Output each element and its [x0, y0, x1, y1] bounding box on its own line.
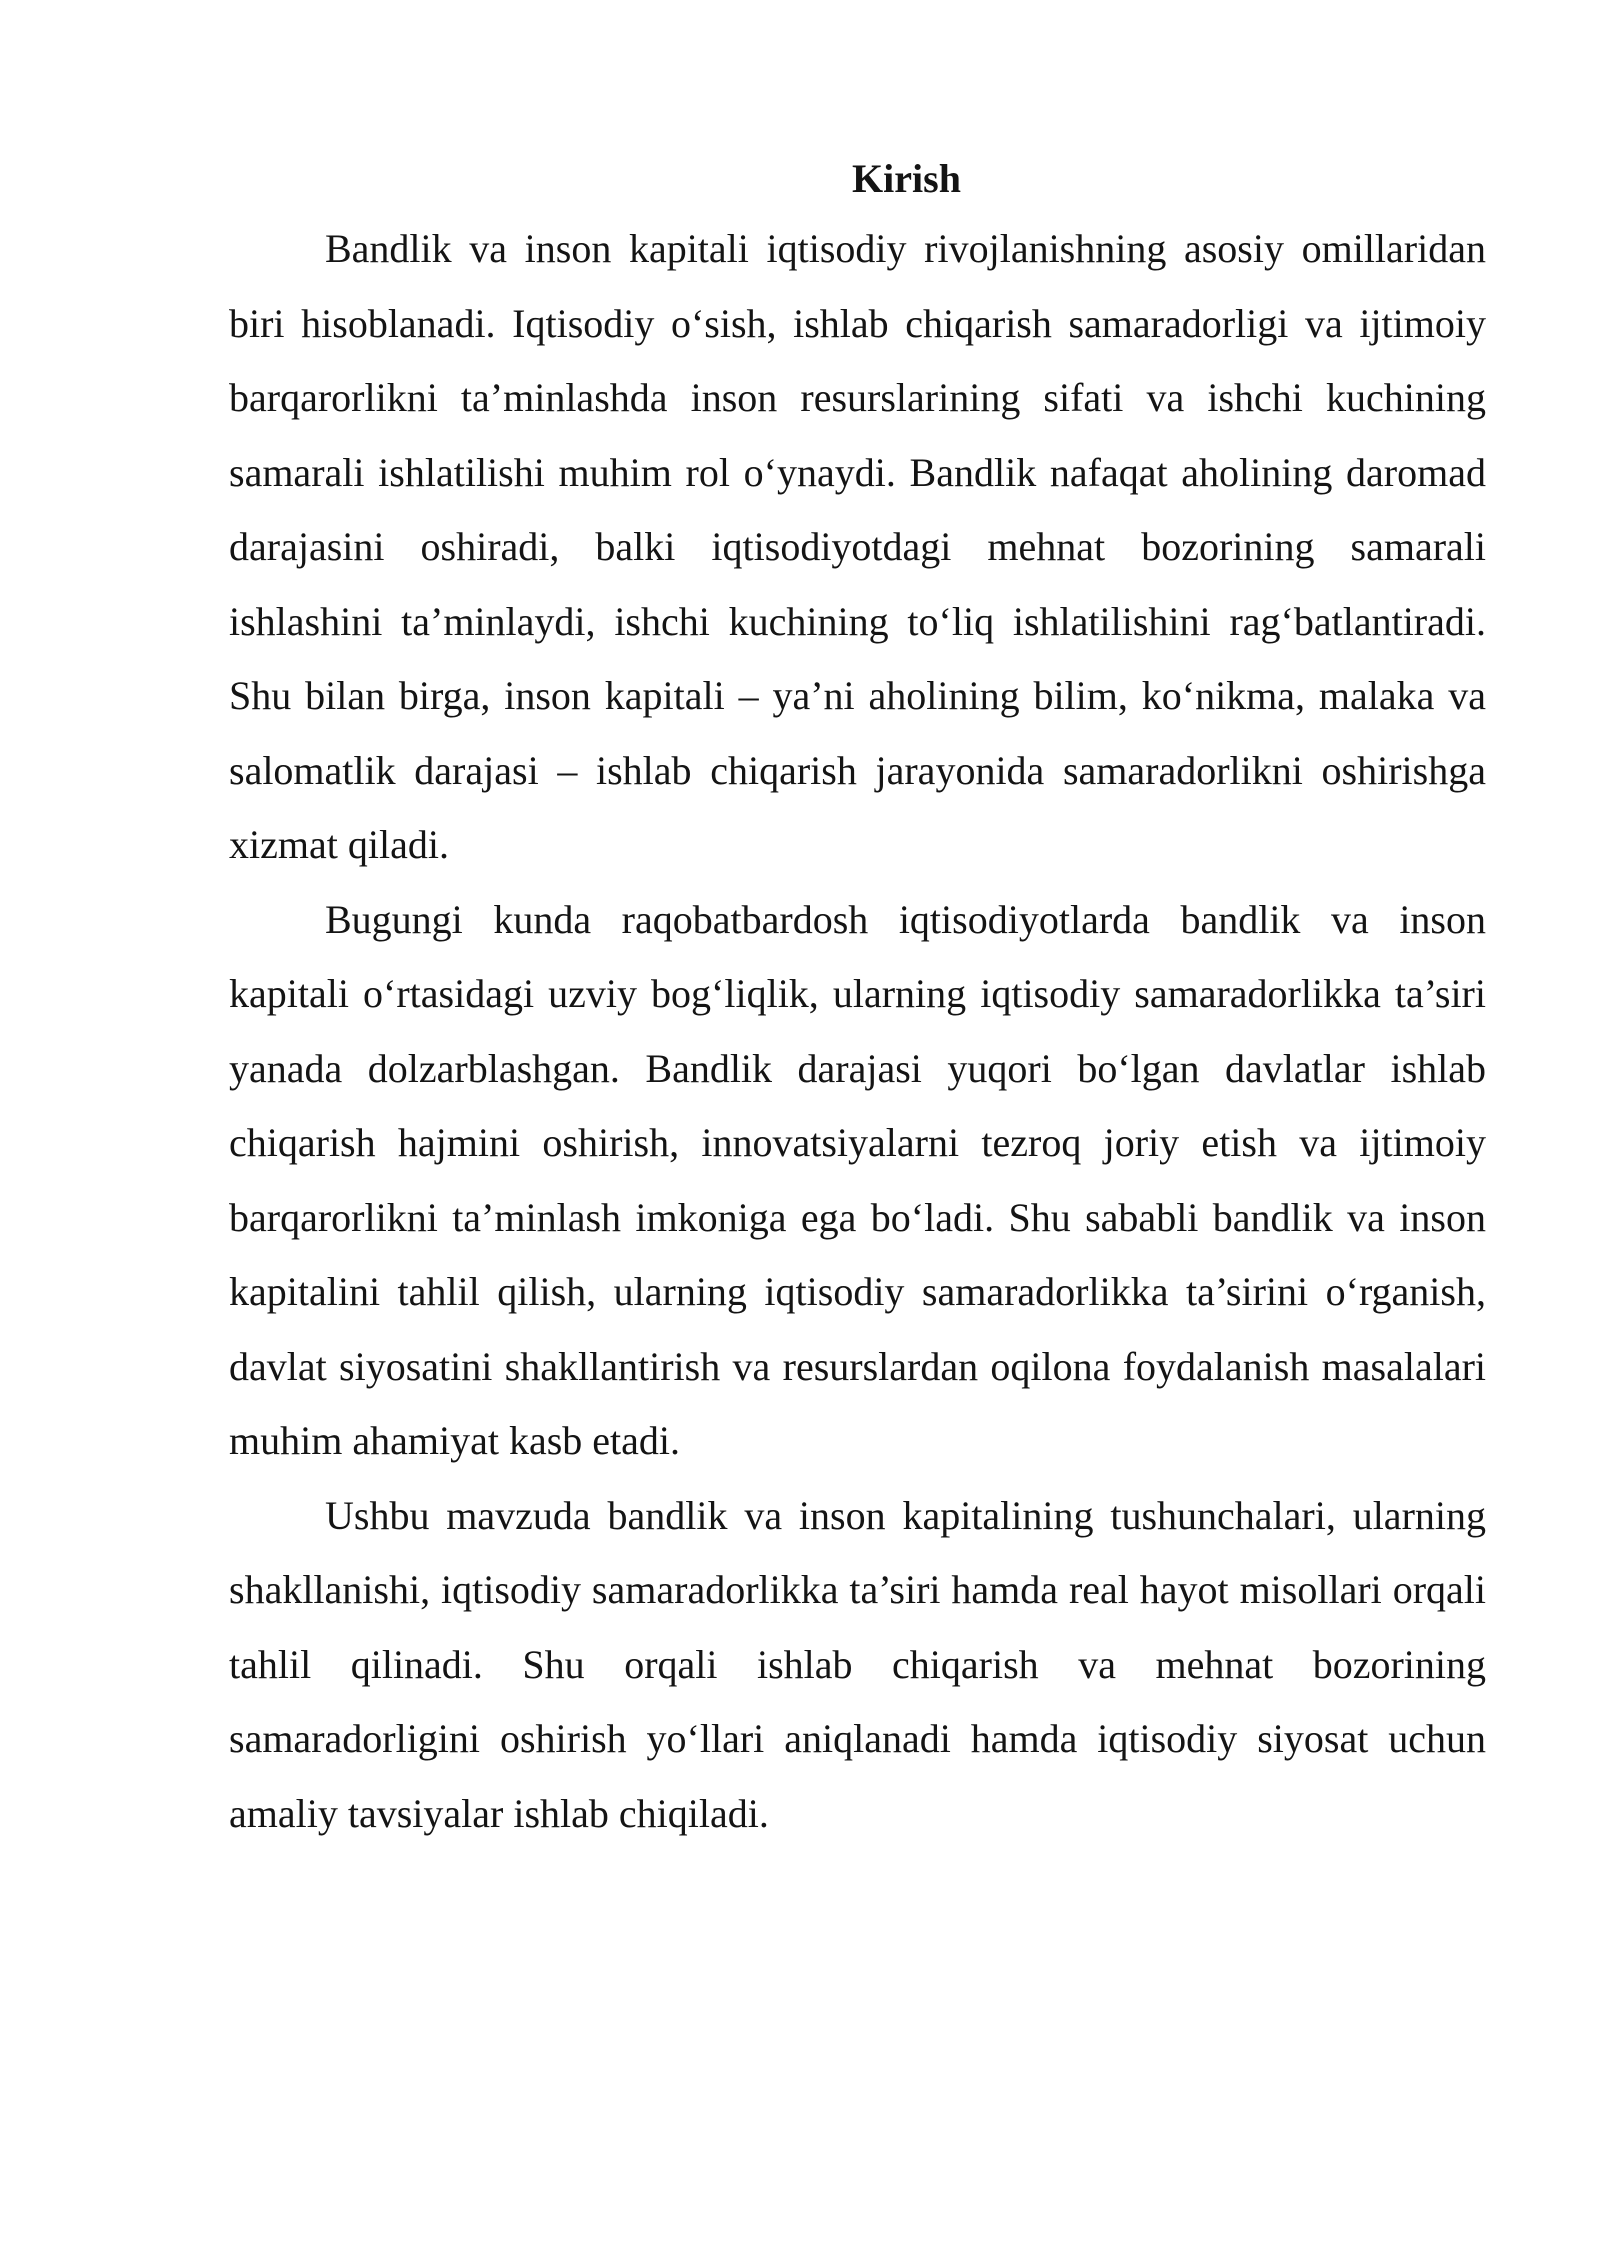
- page-title: Kirish: [852, 156, 961, 201]
- paragraph-1: Bandlik va inson kapitali iqtisodiy rivojlanishning asosiy omillaridan biri hisoblanadi. Iqtisodiy o‘sish, ishlab chiqarish samaradorligi va ijtimoiy barqarorlikni ta’minlashda inson resurslarining sifati va ishchi kuchining samarali ishlatilishi muhim rol o‘ynaydi. Bandlik nafaqat aholining daromad darajasini oshiradi, balki iqtisodiyotdagi mehnat bozorining samarali ishlashini ta’minlaydi, ishchi kuchining to‘liq ishlatilishini rag‘batlantiradi. Shu bilan birga, inson kapitali – ya’ni aholining bilim, ko‘nikma, malaka va salomatlik darajasi – ishlab chiqarish jarayonida samaradorlikni oshirishga xizmat qiladi.: [229, 226, 1486, 867]
- paragraph-2: Bugungi kunda raqobatbardosh iqtisodiyotlarda bandlik va inson kapitali o‘rtasidagi uzviy bog‘liqlik, ularning iqtisodiy samaradorlikka ta’siri yanada dolzarblashgan. Bandlik darajasi yuqori bo‘lgan davlatlar ishlab chiqarish hajmini oshirish, innovatsiyalarni tezroq joriy etish va ijtimoiy barqarorlikni ta’minlash imkoniga ega bo‘ladi. Shu sababli bandlik va inson kapitalini tahlil qilish, ularning iqtisodiy samaradorlikka ta’sirini o‘rganish, davlat siyosatini shakllantirish va resurslardan oqilona foydalanish masalalari muhim ahamiyat kasb etadi.: [229, 896, 1486, 1463]
- paragraph-3: Ushbu mavzuda bandlik va inson kapitalining tushunchalari, ularning shakllanishi, iqtisodiy samaradorlikka ta’siri hamda real hayot misollari orqali tahlil qilinadi. Shu orqali ishlab chiqarish va mehnat bozorining samaradorligini oshirish yo‘llari aniqlanadi hamda iqtisodiy siyosat uchun amaliy tavsiyalar ishlab chiqiladi.: [229, 1492, 1486, 1836]
- document-body: [229, 146, 1486, 1851]
